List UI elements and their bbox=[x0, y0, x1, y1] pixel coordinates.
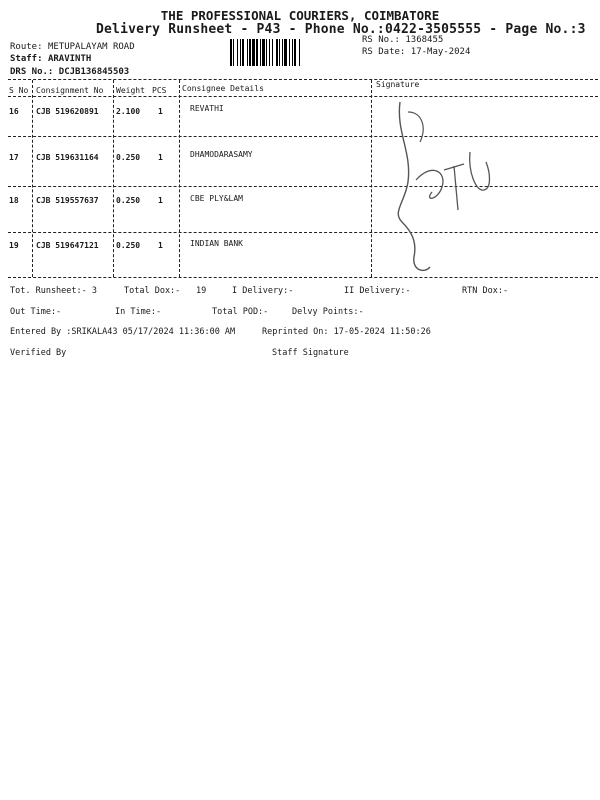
route-row bbox=[10, 42, 135, 52]
total-dox-label: Total Dox:- bbox=[124, 286, 181, 296]
col-header-signature: Signature bbox=[376, 80, 420, 89]
row-sno: 19 bbox=[9, 241, 19, 250]
barcode-bar bbox=[237, 39, 238, 66]
barcode-bar bbox=[292, 39, 293, 66]
barcode-bar bbox=[272, 39, 273, 66]
tot-runsheet: Tot. Runsheet:- 3 bbox=[10, 286, 97, 296]
drs-label: DRS No.: bbox=[10, 67, 54, 77]
delvy-points: Delvy Points:- bbox=[292, 307, 364, 317]
rs-date-value: 17-May-2024 bbox=[410, 47, 471, 57]
row-sno: 17 bbox=[9, 153, 19, 162]
col-header-pcs: PCS bbox=[152, 86, 167, 95]
barcode-bar bbox=[299, 39, 300, 66]
staff-value: ARAVINTH bbox=[47, 54, 92, 64]
route-value: METUPALAYAM ROAD bbox=[47, 42, 135, 52]
row-sno: 16 bbox=[9, 107, 19, 116]
barcode-bar bbox=[249, 39, 251, 66]
row-sno: 18 bbox=[9, 196, 19, 205]
reprinted-on: Reprinted On: 17-05-2024 11:50:26 bbox=[262, 327, 431, 337]
rtn-dox: RTN Dox:- bbox=[462, 286, 509, 296]
row-consignment-no: CJB 519647121 bbox=[36, 241, 99, 250]
row-pcs: 1 bbox=[158, 107, 163, 116]
route-label: Route: bbox=[10, 42, 43, 52]
col-header-sno: S No bbox=[9, 86, 29, 95]
staff-signature: Staff Signature bbox=[272, 348, 349, 358]
row-consignee: INDIAN BANK bbox=[190, 239, 243, 248]
rs-date-row bbox=[362, 47, 470, 57]
rs-no-row bbox=[362, 35, 443, 45]
handwritten-signature bbox=[372, 92, 512, 282]
row-weight: 2.100 bbox=[116, 107, 141, 116]
total-pod: Total POD:- bbox=[212, 307, 269, 317]
ii-delivery: II Delivery:- bbox=[344, 286, 411, 296]
staff-label: Staff: bbox=[10, 54, 43, 64]
company-title: THE PROFESSIONAL COURIERS, COIMBATORE bbox=[160, 8, 440, 23]
barcode-bar bbox=[247, 39, 248, 66]
verified-by: Verified By bbox=[10, 348, 67, 358]
drs-row bbox=[10, 67, 129, 77]
barcode-bar bbox=[276, 39, 278, 66]
barcode-bar bbox=[260, 39, 261, 66]
row-consignment-no: CJB 519557637 bbox=[36, 196, 99, 205]
barcode-bar bbox=[256, 39, 258, 66]
column-divider bbox=[113, 80, 114, 277]
barcode-bar bbox=[240, 39, 241, 66]
row-consignee: REVATHI bbox=[190, 104, 224, 113]
entered-by: Entered By :SRIKALA43 05/17/2024 11:36:00 AM bbox=[10, 327, 236, 337]
barcode-bar bbox=[230, 39, 232, 66]
total-dox-value: 19 bbox=[196, 286, 207, 296]
barcode-bar bbox=[266, 39, 267, 66]
barcode-bar bbox=[282, 39, 283, 66]
row-consignee: CBE PLY&LAM bbox=[190, 194, 243, 203]
row-pcs: 1 bbox=[158, 196, 163, 205]
row-consignment-no: CJB 519620891 bbox=[36, 107, 99, 116]
barcode-bar bbox=[279, 39, 280, 66]
drs-value: DCJB136845503 bbox=[58, 67, 130, 77]
row-pcs: 1 bbox=[158, 241, 163, 250]
barcode-bar bbox=[289, 39, 290, 66]
barcode-bar bbox=[262, 39, 265, 66]
barcode-bar bbox=[294, 39, 296, 66]
row-consignee: DHAMODARASAMY bbox=[190, 150, 253, 159]
row-weight: 0.250 bbox=[116, 241, 141, 250]
in-time: In Time:- bbox=[115, 307, 162, 317]
row-consignment-no: CJB 519631164 bbox=[36, 153, 99, 162]
col-header-consignee: Consignee Details bbox=[182, 84, 264, 93]
table-top-line bbox=[8, 79, 598, 80]
rs-no-label: RS No.: bbox=[362, 35, 400, 45]
row-weight: 0.250 bbox=[116, 196, 141, 205]
column-divider bbox=[32, 80, 33, 277]
barcode-bar bbox=[252, 39, 255, 66]
barcode-bar bbox=[284, 39, 287, 66]
staff-row bbox=[10, 54, 91, 64]
col-header-consignment: Consignment No bbox=[36, 86, 104, 95]
rs-no-value: 1368455 bbox=[405, 35, 444, 45]
column-divider bbox=[179, 80, 180, 277]
i-delivery: I Delivery:- bbox=[232, 286, 294, 296]
barcode-bar bbox=[269, 39, 270, 66]
barcode-image bbox=[230, 39, 356, 66]
col-header-weight: Weight bbox=[116, 86, 145, 95]
row-pcs: 1 bbox=[158, 153, 163, 162]
row-weight: 0.250 bbox=[116, 153, 141, 162]
barcode-bar bbox=[242, 39, 244, 66]
rs-date-label: RS Date: bbox=[362, 47, 406, 57]
barcode-bar bbox=[233, 39, 234, 66]
runsheet-subtitle: Delivery Runsheet - P43 - Phone No.:0422-3505555 - Page No.:3 bbox=[96, 22, 586, 37]
out-time: Out Time:- bbox=[10, 307, 62, 317]
